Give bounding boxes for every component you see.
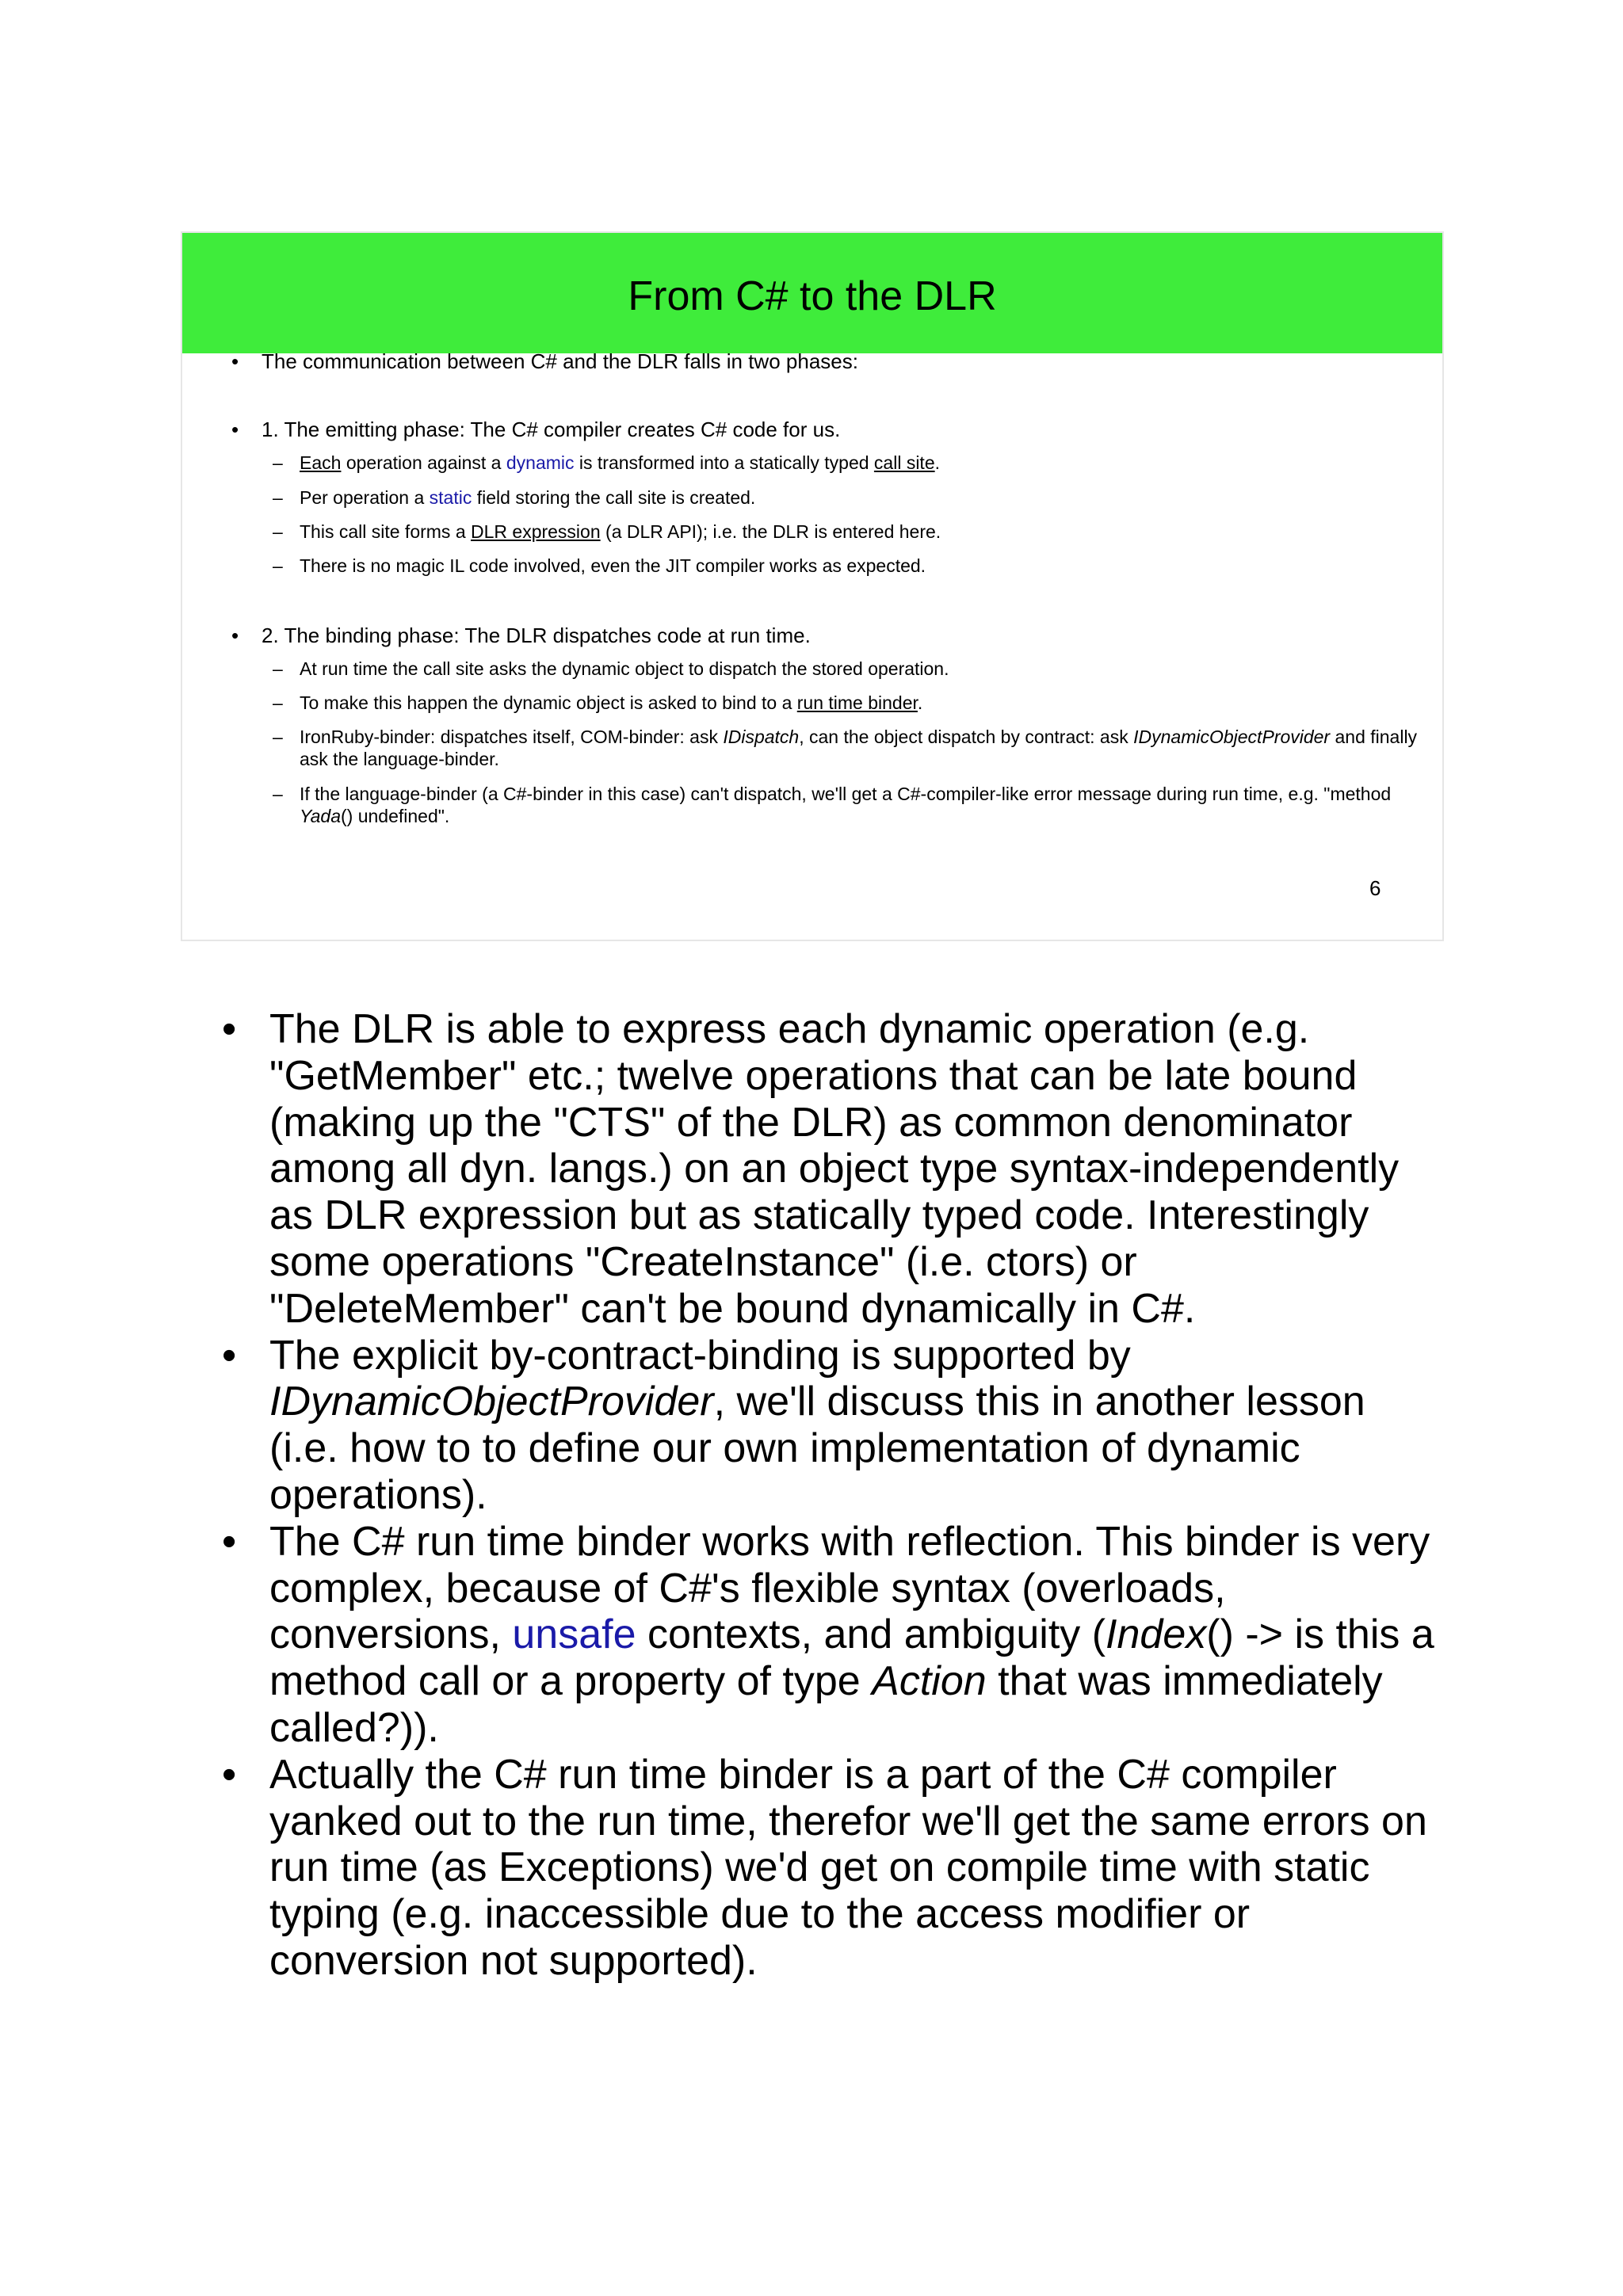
bullet-icon: • <box>231 349 239 373</box>
dash-icon: – <box>273 692 283 713</box>
bullet-icon: • <box>231 624 239 647</box>
bullet-icon: • <box>222 1006 237 1052</box>
phase1-item-3: – This call site forms a DLR expression (a DLR API); i.e. the DLR is entered here. <box>273 521 941 542</box>
bullet-icon: • <box>222 1332 237 1379</box>
dash-icon: – <box>273 487 283 508</box>
note-item: • Actually the C# run time binder is a part of the C# compiler yanked out to the run time, therefor we'll get the same errors on run time (as Exceptions) we'd get on compile time with static typing (e.g. inaccessible due to the access modifier or conversion not supported). <box>222 1751 1427 1984</box>
phase2-item-2: – To make this happen the dynamic object is asked to bind to a run time binder. <box>273 692 923 713</box>
phase2-item-1: – At run time the call site asks the dynamic object to dispatch the stored operation. <box>273 658 949 679</box>
speaker-notes <box>222 1006 1442 1985</box>
bullet-icon: • <box>222 1518 237 1565</box>
slide-bullet-phase1: • 1. The emitting phase: The C# compiler creates C# code for us. <box>231 418 841 441</box>
phase1-item-2: – Per operation a static field storing the call site is created. <box>273 487 756 508</box>
slide-number: 6 <box>1369 876 1381 900</box>
dash-icon: – <box>273 784 283 804</box>
slide-bullet-phase2: • 2. The binding phase: The DLR dispatches code at run time. <box>231 624 811 647</box>
phase1-item-4: – There is no magic IL code involved, even the JIT compiler works as expected. <box>273 555 926 576</box>
slide-frame <box>181 231 1444 941</box>
note-item: • The DLR is able to express each dynamic operation (e.g. "GetMember" etc.; twelve operations that can be late bound (making up the "CTS" of the DLR) as common denominator among all dyn. langs.) on an object type syntax-independently as DLR expression but as statically typed code. Interestingly some operations "CreateInstance" (i.e. ctors) or "DeleteMember" can't be bound dynamically in C#. <box>222 1006 1400 1332</box>
dash-icon: – <box>273 658 283 679</box>
slide-header-bar <box>182 233 1442 353</box>
note-item: • The explicit by-contract-binding is supported by IDynamicObjectProvider, we'll discuss this in another lesson (i.e. how to to define our own implementation of dynamic operations). <box>222 1332 1365 1518</box>
slide-title: From C# to the DLR <box>628 273 997 319</box>
bullet-icon: • <box>231 418 239 441</box>
dash-icon: – <box>273 521 283 542</box>
note-item: • The C# run time binder works with reflection. This binder is very complex, because of C#'s flexible syntax (overloads, conversions, unsafe contexts, and ambiguity (Index() -> is this a method call or a property of type Action that was immediately called?)). <box>222 1518 1434 1751</box>
dash-icon: – <box>273 452 283 473</box>
dash-icon: – <box>273 555 283 576</box>
phase2-item-3: – IronRuby-binder: dispatches itself, COM-binder: ask IDispatch, can the object dispatch by contract: ask IDynamicObjectProvider and finally ask the language-binder. <box>273 727 1418 769</box>
phase1-item-1: – Each operation against a dynamic is transformed into a statically typed call site. <box>273 452 941 473</box>
bullet-icon: • <box>222 1751 237 1798</box>
slide-bullet-intro: • The communication between C# and the DLR falls in two phases: <box>231 349 858 373</box>
dash-icon: – <box>273 727 283 747</box>
phase2-item-4: – If the language-binder (a C#-binder in this case) can't dispatch, we'll get a C#-compiler-like error message during run time, e.g. "method Yada() undefined". <box>273 784 1392 826</box>
